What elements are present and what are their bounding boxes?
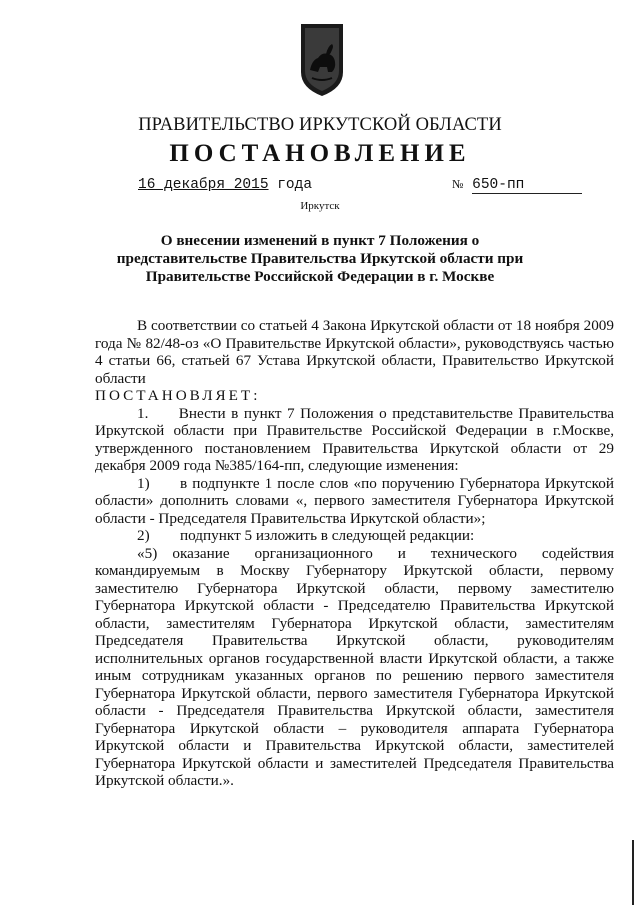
item-1-paragraph: 1. Внести в пункт 7 Положения о представительстве Правительства Иркутской области при Правительстве Российской Федерации в г.Москве, утвержденного постановлением Правительства Иркутской области от 29 декабря 2009 года №385/164-пп, следующие изменения: — [95, 404, 614, 474]
document-type: ПОСТАНОВЛЕНИЕ — [169, 140, 471, 167]
date-value: 16 декабря 2015 — [138, 177, 269, 193]
subitem-2-paragraph: 2) подпункт 5 изложить в следующей редакции: — [137, 527, 475, 544]
resolves-heading: ПОСТАНОВЛЯЕТ: — [95, 387, 261, 404]
scan-edge-mark — [632, 840, 634, 905]
quoted-subitem-5-paragraph: «5) оказание организационного и технического содействия командируемым в Москву Губернатору Иркутской области, первому заместителю Губернатора Иркутской области, первому заместителю Губернатора Иркутской области - Председателю Правительства Иркутской области, заместителям Губернатора Иркутской области, заместителям Председателя Правительства Иркутской области, руководителям исполнительных органов государственной власти Иркутской области, а также иным сотрудникам указанных органов по решению первого заместителя Губернатора Иркутской области, первого заместителя Губернатора Иркутской области - Председателя Правительства Иркутской области, заместителя Губернатора Иркутской области – руководителя аппарата Губернатора Иркутской области и Правительства Иркутской области, заместителей Губернатора Иркутской области и заместителей Председателя Правительства Иркутской области.». — [95, 544, 614, 789]
document-title: О внесении изменений в пункт 7 Положения о представительстве Правительства Иркутской области при Правительстве Российской Федерации в г. Москве — [116, 232, 524, 285]
subitem-1-paragraph: 1) в подпункте 1 после слов «по поручению Губернатора Иркутской области» дополнить словами «, первого заместителя Губернатора Иркутской области - Председателя Правительства Иркутской области»; — [95, 474, 614, 527]
preamble-paragraph: В соответствии со статьей 4 Закона Иркутской области от 18 ноября 2009 года № 82/48-оз «О Правительстве Иркутской области», руководствуясь частью 4 статьи 66, статьей 67 Устава Иркутской области, Правительство Иркутской области — [95, 317, 614, 387]
city: Иркутск — [300, 200, 340, 212]
government-name: ПРАВИТЕЛЬСТВО ИРКУТСКОЙ ОБЛАСТИ — [138, 115, 502, 135]
date-suffix: года — [277, 177, 313, 193]
number-label: № — [452, 177, 464, 191]
document-body — [95, 317, 614, 790]
number-value: 650-пп — [472, 177, 582, 194]
document-number — [452, 177, 582, 194]
document-date — [138, 177, 312, 193]
coat-of-arms-icon — [298, 22, 346, 98]
